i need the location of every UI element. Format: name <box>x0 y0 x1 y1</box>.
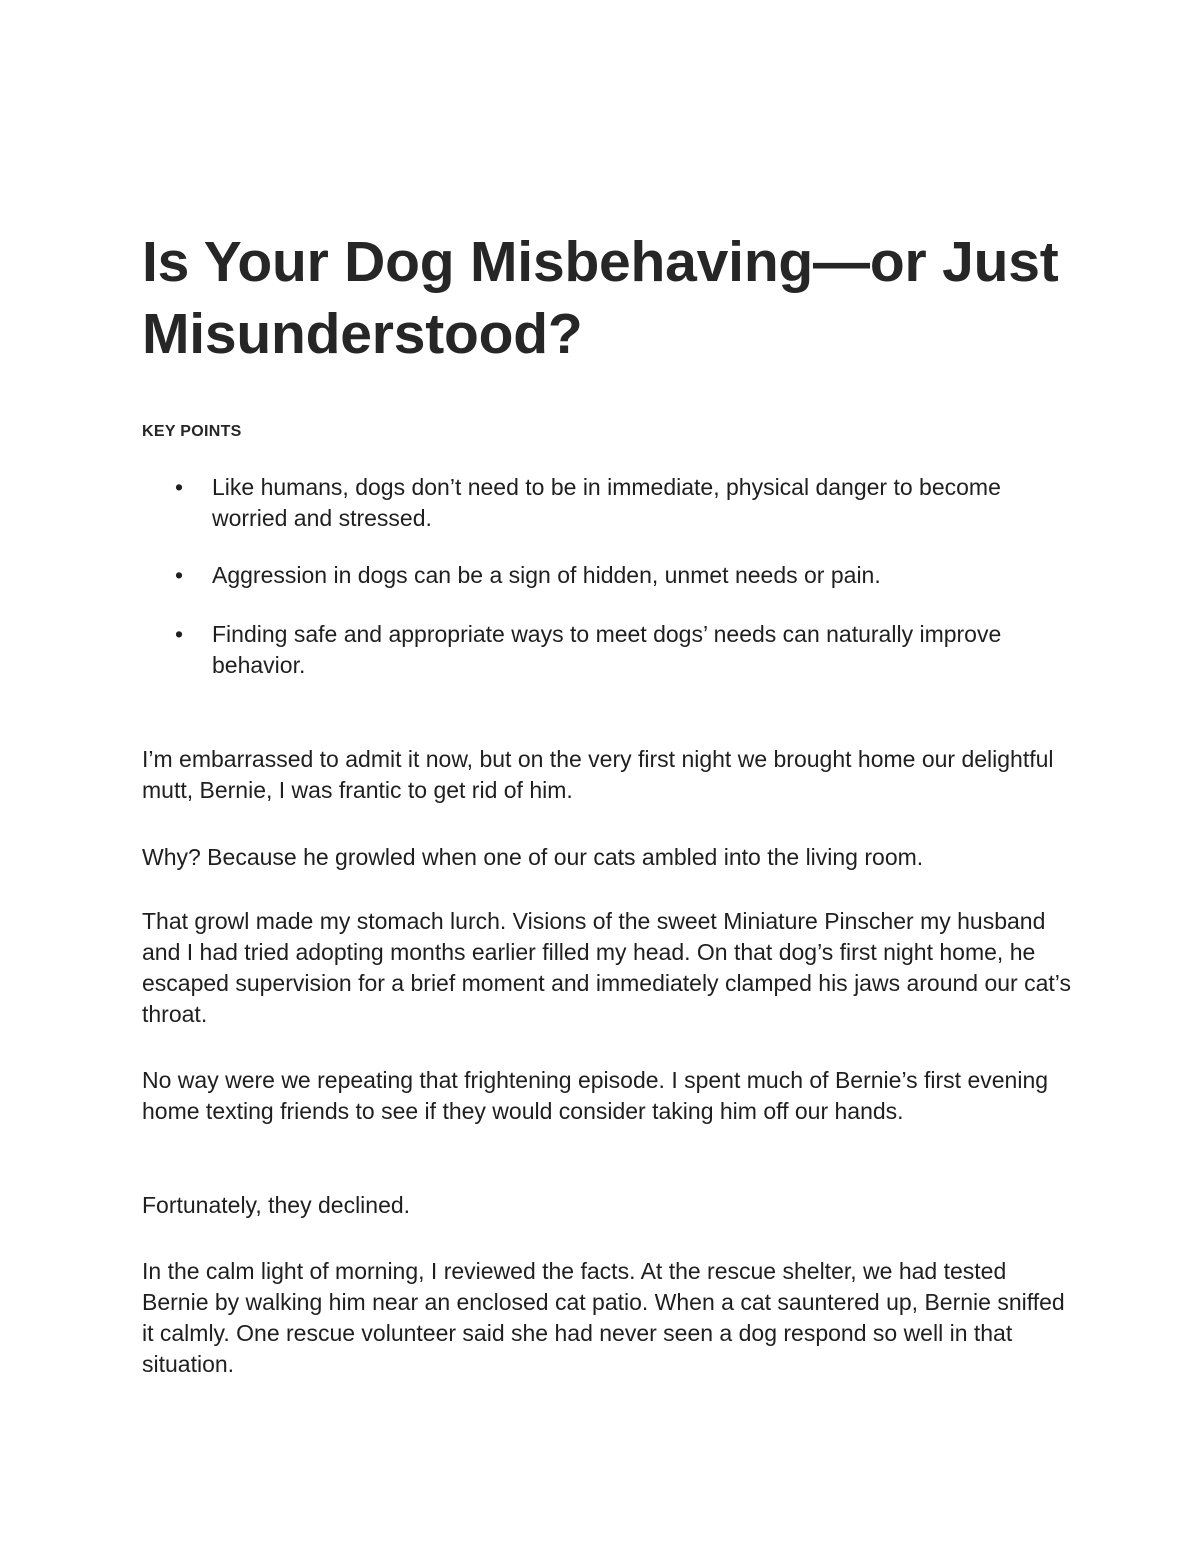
bullet-icon: • <box>175 474 184 500</box>
body-paragraph: Why? Because he growled when one of our cats ambled into the living room. <box>142 844 924 870</box>
key-point-text: Aggression in dogs can be a sign of hidden, unmet needs or pain. <box>212 562 881 588</box>
body-paragraph: No way were we repeating that frightening episode. I spent much of Bernie’s first evening home texting friends to see if they would consider taking him off our hands. <box>142 1067 1049 1124</box>
key-point-item <box>142 619 1062 681</box>
bullet-icon: • <box>175 562 184 588</box>
key-points-list <box>142 472 1062 681</box>
bullet-icon: • <box>175 621 184 647</box>
key-point-text: Like humans, dogs don’t need to be in immediate, physical danger to become worried and stressed. <box>212 474 1001 531</box>
article-title: Is Your Dog Misbehaving—or Just Misunderstood? <box>142 230 1059 366</box>
body-paragraph: I’m embarrassed to admit it now, but on the very first night we brought home our delightful mutt, Bernie, I was frantic to get rid of him. <box>142 746 1054 803</box>
body-paragraph: Fortunately, they declined. <box>142 1192 411 1218</box>
key-points-heading: KEY POINTS <box>142 423 242 440</box>
key-point-item <box>142 560 1062 591</box>
body-paragraph: That growl made my stomach lurch. Visions of the sweet Miniature Pinscher my husband and I had tried adopting months earlier filled my head. On that dog’s first night home, he escaped supervision for a brief moment and immediately clamped his jaws around our cat’s throat. <box>142 908 1071 1027</box>
key-point-text: Finding safe and appropriate ways to meet dogs’ needs can naturally improve behavior. <box>212 621 1002 678</box>
key-point-item <box>142 472 1062 534</box>
body-paragraph: In the calm light of morning, I reviewed the facts. At the rescue shelter, we had tested Bernie by walking him near an enclosed cat patio. When a cat sauntered up, Bernie sniffed it calmly. One rescue volunteer said she had never seen a dog respond so well in that situation. <box>142 1258 1065 1377</box>
